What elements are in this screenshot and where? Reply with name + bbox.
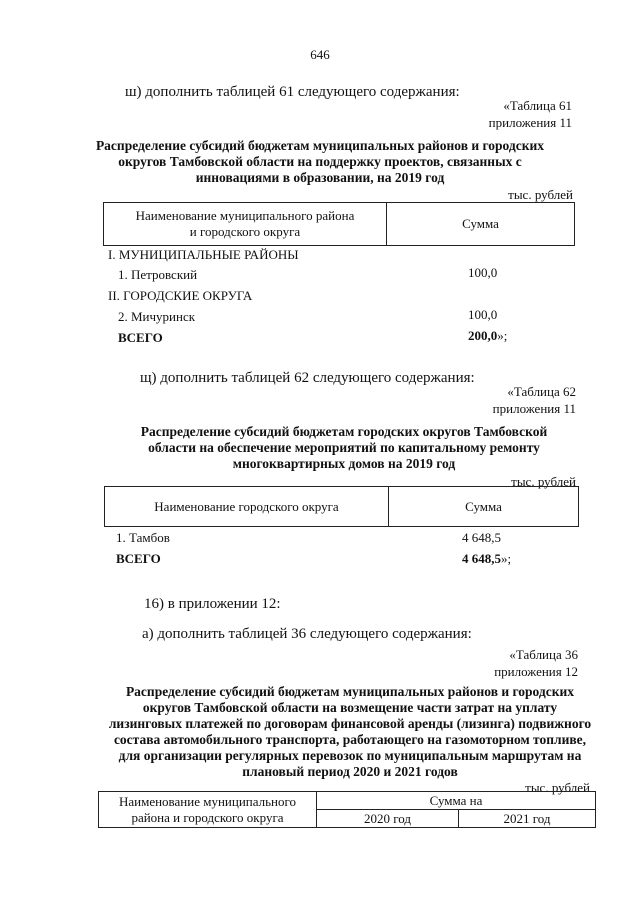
table-ref-line: «Таблица 62 — [507, 384, 576, 399]
section-sh-table-ref — [489, 97, 572, 131]
section-a-table-header — [98, 791, 596, 828]
header-sum-column: Сумма — [465, 499, 502, 514]
total-value: 4 648,5»; — [462, 551, 512, 566]
section-sh-title — [0, 138, 640, 186]
section-a-table-ref — [494, 646, 578, 680]
title-line: многоквартирных домов на 2019 год — [232, 456, 456, 471]
title-line: Распределение субсидий бюджетам муниципальных районов и городских — [125, 684, 575, 699]
title-line: области на обеспечение мероприятий по капитальному ремонту — [148, 440, 540, 455]
header-year-2021: 2021 год — [503, 811, 551, 826]
header-year-2020: 2020 год — [364, 811, 411, 826]
section-sch-table-header — [104, 486, 579, 527]
section-sch-table-ref — [493, 383, 576, 417]
table-row-label: 1. Петровский — [118, 267, 198, 282]
table-row-label: 1. Тамбов — [116, 530, 170, 545]
table-ref-line: приложения 11 — [492, 401, 576, 416]
section-sch-title — [24, 424, 640, 472]
header-sum-column: Сумма — [462, 216, 499, 231]
table-row-label: I. МУНИЦИПАЛЬНЫЕ РАЙОНЫ — [108, 247, 299, 262]
header-name-column: Наименование городского округа — [154, 499, 339, 514]
total-label: ВСЕГО — [118, 330, 163, 345]
table-ref-line: приложения 11 — [488, 115, 572, 130]
table-row-value: 100,0 — [468, 307, 498, 322]
section-sh-intro: ш) дополнить таблицей 61 следующего содержания: — [125, 84, 460, 100]
title-line: плановый период 2020 и 2021 годов — [242, 764, 458, 779]
table-row-label: II. ГОРОДСКИЕ ОКРУГА — [108, 288, 253, 303]
header-sum-group: Сумма на — [429, 793, 483, 808]
section-a-intro: а) дополнить таблицей 36 следующего содержания: — [142, 626, 472, 642]
title-line: состава автомобильного транспорта, работающего на газомоторном топливе, — [113, 732, 587, 747]
section-sh-table-header — [103, 202, 575, 246]
table-ref-line: «Таблица 61 — [503, 98, 572, 113]
section-a-unit: тыс. рублей — [525, 780, 590, 795]
title-line: округов Тамбовской области на поддержку проектов, связанных с — [118, 154, 522, 169]
section-sh-unit: тыс. рублей — [508, 187, 573, 202]
section-a-title — [30, 684, 640, 780]
item-16-heading: 16) в приложении 12: — [144, 596, 281, 612]
total-label: ВСЕГО — [116, 551, 161, 566]
header-name-column: Наименование муниципального района и городского округа — [118, 794, 297, 825]
table-row-value: 100,0 — [468, 265, 498, 280]
table-ref-line: «Таблица 36 — [509, 647, 578, 662]
title-line: для организации регулярных перевозок по муниципальным маршрутам на — [118, 748, 582, 763]
total-value: 200,0»; — [468, 328, 508, 343]
table-row-value: 4 648,5 — [462, 530, 501, 545]
title-line: округов Тамбовской области на возмещение части затрат на уплату — [142, 700, 558, 715]
title-line: лизинговых платежей по договорам финансовой аренды (лизинга) подвижного — [108, 716, 592, 731]
title-line: инновациями в образовании, на 2019 год — [195, 170, 445, 185]
header-name-column: Наименование муниципального района и городского округа — [135, 208, 355, 239]
table-ref-line: приложения 12 — [494, 664, 578, 679]
section-sch-unit: тыс. рублей — [511, 474, 576, 489]
section-sch-intro: щ) дополнить таблицей 62 следующего содержания: — [140, 370, 475, 386]
page-number: 646 — [310, 47, 330, 62]
table-row-label: 2. Мичуринск — [118, 309, 196, 324]
title-line: Распределение субсидий бюджетам муниципальных районов и городских — [95, 138, 545, 153]
title-line: Распределение субсидий бюджетам городских округов Тамбовской — [140, 424, 548, 439]
